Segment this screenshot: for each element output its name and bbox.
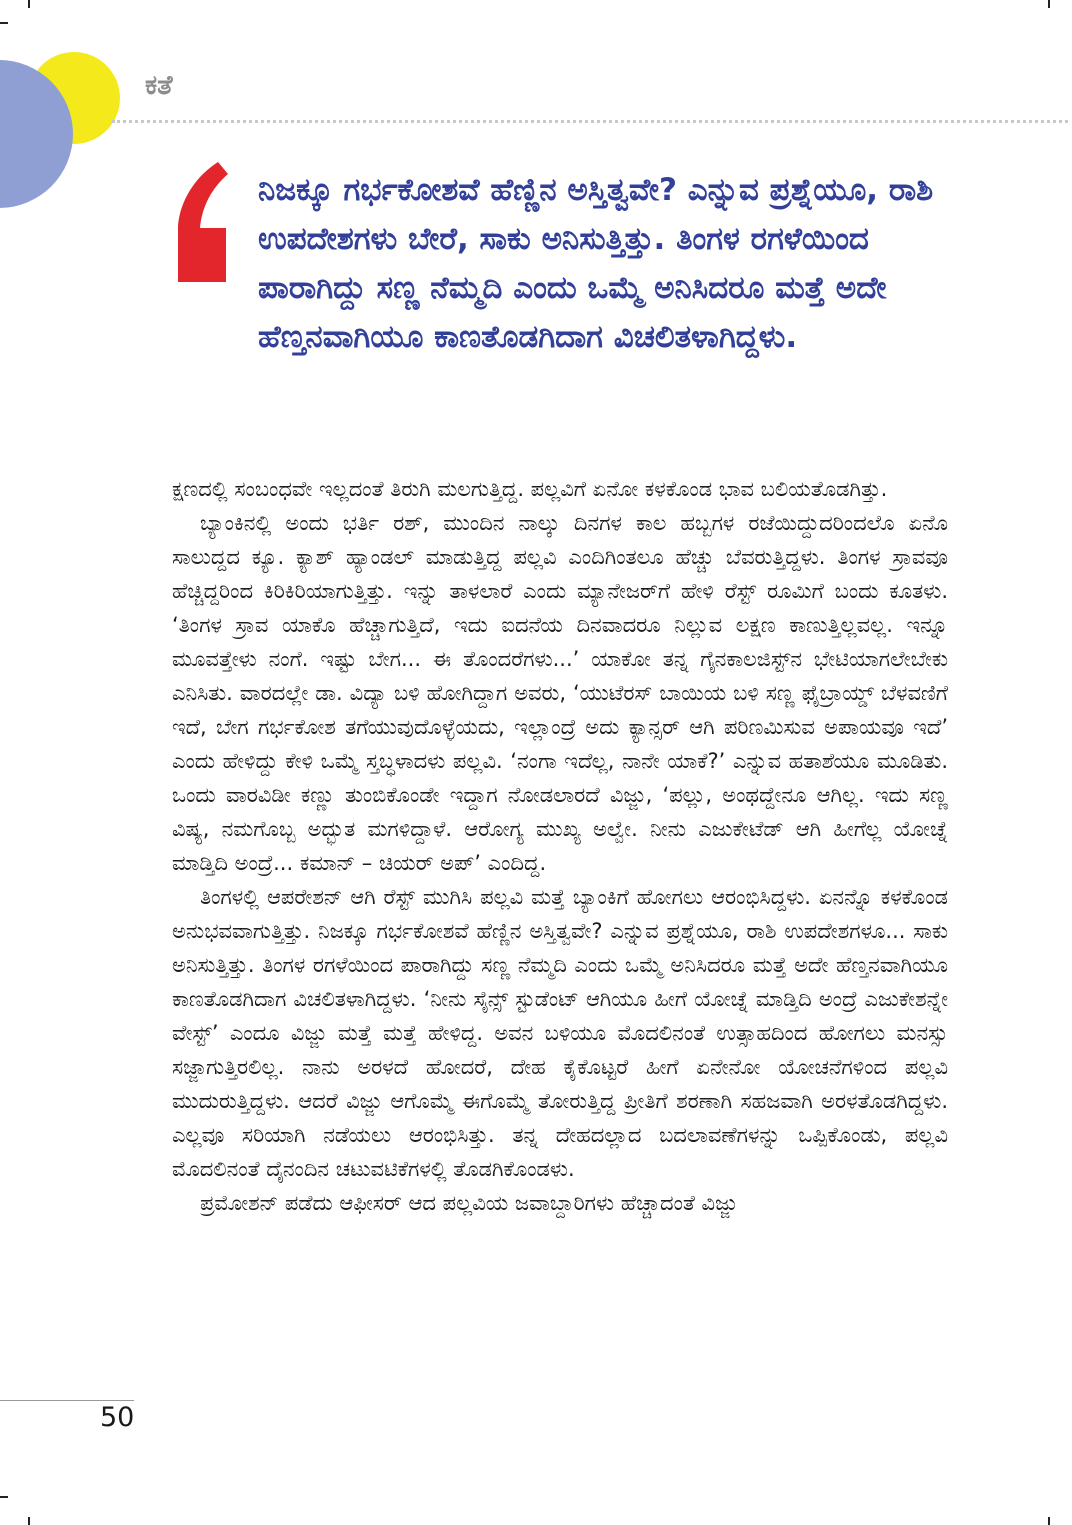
article-paragraph: ಬ್ಯಾಂಕಿನಲ್ಲಿ ಅಂದು ಭರ್ತಿ ರಶ್, ಮುಂದಿನ ನಾಲ್ಕು ದಿನಗಳ ಕಾಲ ಹಬ್ಬಗಳ ರಜೆಯಿದ್ದುದರಿಂದಲೊ ಏನೊ ಸಾಲುದ್ದದ ಕ್ಯೂ. ಕ್ಯಾಶ್ ಹ್ಯಾಂಡಲ್ ಮಾಡುತ್ತಿದ್ದ ಪಲ್ಲವಿ ಎಂದಿಗಿಂತಲೂ ಹೆಚ್ಚು ಬೆವರುತ್ತಿದ್ದಳು. ತಿಂಗಳ ಸ್ರಾವವೂ ಹೆಚ್ಚಿದ್ದರಿಂದ ಕಿರಿಕಿರಿಯಾಗುತ್ತಿತ್ತು. ಇನ್ನು ತಾಳಲಾರೆ ಎಂದು ಮ್ಯಾನೇಜರ್‌ಗೆ ಹೇಳಿ ರೆಸ್ಟ್ ರೂಮಿಗೆ ಬಂದು ಕೂತಳು. ‘ತಿಂಗಳ ಸ್ರಾವ ಯಾಕೊ ಹೆಚ್ಚಾಗುತ್ತಿದೆ, ಇದು ಐದನೆಯ ದಿನವಾದರೂ ನಿಲ್ಲುವ ಲಕ್ಷಣ ಕಾಣುತ್ತಿಲ್ಲವಲ್ಲ. ಇನ್ನೂ ಮೂವತ್ತೇಳು ನಂಗೆ. ಇಷ್ಟು ಬೇಗ... ಈ ತೊಂದರೆಗಳು...’ ಯಾಕೋ ತನ್ನ ಗೈನಕಾಲಜಿಸ್ಟ್‌ನ ಭೇಟಿಯಾಗಲೇಬೇಕು ಎನಿಸಿತು. ವಾರದಲ್ಲೇ ಡಾ. ವಿದ್ಯಾ ಬಳಿ ಹೋಗಿದ್ದಾಗ ಅವರು, ‘ಯುಟೆರಸ್ ಬಾಯಿಯ ಬಳಿ ಸಣ್ಣ ಫೈಬ್ರಾಯ್ಡ್ ಬೆಳವಣಿಗೆ ಇದೆ, ಬೇಗ ಗರ್ಭಕೋಶ ತಗೆಯುವುದೊಳ್ಳೆಯದು, ಇಲ್ಲಾಂದ್ರೆ ಅದು ಕ್ಯಾನ್ಸರ್ ಆಗಿ ಪರಿಣಮಿಸುವ ಅಪಾಯವೂ ಇದೆ’ ಎಂದು ಹೇಳಿದ್ದು ಕೇಳಿ ಒಮ್ಮೆ ಸ್ತಬ್ಧಳಾದಳು ಪಲ್ಲವಿ. ‘ನಂಗಾ ಇದೆಲ್ಲ, ನಾನೇ ಯಾಕೆ?’ ಎನ್ನುವ ಹತಾಶೆಯೂ ಮೂಡಿತು. ಒಂದು ವಾರವಿಡೀ ಕಣ್ಣು ತುಂಬಿಕೊಂಡೇ ಇದ್ದಾಗ ನೋಡಲಾರದೆ ವಿಜ್ಜು, ‘ಪಲ್ಲು, ಅಂಥದ್ದೇನೂ ಆಗಿಲ್ಲ. ಇದು ಸಣ್ಣ ವಿಷ್ಯ, ನಮಗೊಬ್ಬ ಅದ್ಭುತ ಮಗಳಿದ್ದಾಳೆ. ಆರೋಗ್ಯ ಮುಖ್ಯ ಅಲ್ವೇ. ನೀನು ಎಜುಕೇಟೆಡ್ ಆಗಿ ಹೀಗೆಲ್ಲ ಯೋಚ್ನೆ ಮಾಡ್ತಿದಿ ಅಂದ್ರೆ... ಕಮಾನ್ – ಚಿಯರ್ ಅಪ್’ ಎಂದಿದ್ದ. [172, 511, 948, 875]
crop-mark [0, 22, 8, 24]
footer-rule [0, 1400, 134, 1401]
article-paragraph: ಕ್ಷಣದಲ್ಲಿ ಸಂಬಂಧವೇ ಇಲ್ಲದಂತೆ ತಿರುಗಿ ಮಲಗುತ್ತಿದ್ದ. ಪಲ್ಲವಿಗೆ ಏನೋ ಕಳಕೊಂಡ ಭಾವ ಬಲಿಯತೊಡಗಿತ್ತು. [172, 477, 888, 501]
article-paragraph: ತಿಂಗಳಲ್ಲಿ ಆಪರೇಶನ್ ಆಗಿ ರೆಸ್ಟ್ ಮುಗಿಸಿ ಪಲ್ಲವಿ ಮತ್ತೆ ಬ್ಯಾಂಕಿಗೆ ಹೋಗಲು ಆರಂಭಿಸಿದ್ದಳು. ಏನನ್ನೊ ಕಳಕೊಂಡ ಅನುಭವವಾಗುತ್ತಿತ್ತು. ನಿಜಕ್ಕೂ ಗರ್ಭಕೋಶವೆ ಹೆಣ್ಣಿನ ಅಸ್ತಿತ್ವವೇ? ಎನ್ನುವ ಪ್ರಶ್ನೆಯೂ, ರಾಶಿ ಉಪದೇಶಗಳೂ... ಸಾಕು ಅನಿಸುತ್ತಿತ್ತು. ತಿಂಗಳ ರಗಳೆಯಿಂದ ಪಾರಾಗಿದ್ದು ಸಣ್ಣ ನೆಮ್ಮದಿ ಎಂದು ಒಮ್ಮೆ ಅನಿಸಿದರೂ ಮತ್ತೆ ಅದೇ ಹೆಣ್ತನವಾಗಿಯೂ ಕಾಣತೊಡಗಿದಾಗ ವಿಚಲಿತಳಾಗಿದ್ದಳು. ‘ನೀನು ಸೈನ್ಸ್ ಸ್ಟುಡೆಂಟ್ ಆಗಿಯೂ ಹೀಗೆ ಯೋಚ್ನೆ ಮಾಡ್ತಿದಿ ಅಂದ್ರೆ ಎಜುಕೇಶನ್ನೇ ವೇಸ್ಟ್’ ಎಂದೂ ವಿಜ್ಜು ಮತ್ತೆ ಮತ್ತೆ ಹೇಳಿದ್ದ. ಅವನ ಬಳಿಯೂ ಮೊದಲಿನಂತೆ ಉತ್ಸಾಹದಿಂದ ಹೋಗಲು ಮನಸ್ಸು ಸಜ್ಜಾಗುತ್ತಿರಲಿಲ್ಲ. ನಾನು ಅರಳದೆ ಹೋದರೆ, ದೇಹ ಕೈಕೊಟ್ಟರೆ ಹೀಗೆ ಏನೇನೋ ಯೋಚನೆಗಳಿಂದ ಪಲ್ಲವಿ ಮುದುರುತ್ತಿದ್ದಳು. ಆದರೆ ವಿಜ್ಜು ಆಗೊಮ್ಮೆ ಈಗೊಮ್ಮೆ ತೋರುತ್ತಿದ್ದ ಪ್ರೀತಿಗೆ ಶರಣಾಗಿ ಸಹಜವಾಗಿ ಅರಳತೊಡಗಿದ್ದಳು. ಎಲ್ಲವೂ ಸರಿಯಾಗಿ ನಡೆಯಲು ಆರಂಭಿಸಿತ್ತು. ತನ್ನ ದೇಹದಲ್ಲಾದ ಬದಲಾವಣೆಗಳನ್ನು ಒಪ್ಪಿಕೊಂಡು, ಪಲ್ಲವಿ ಮೊದಲಿನಂತೆ ದೈನಂದಿನ ಚಟುವಟಿಕೆಗಳಲ್ಲಿ ತೊಡಗಿಕೊಂಡಳು. [172, 885, 948, 1181]
article-paragraph: ಪ್ರಮೋಶನ್ ಪಡೆದು ಆಫೀಸರ್ ಆದ ಪಲ್ಲವಿಯ ಜವಾಬ್ದಾರಿಗಳು ಹೆಚ್ಚಾದಂತೆ ವಿಜ್ಜು [200, 1191, 738, 1215]
quote-mark-icon [174, 162, 230, 282]
pull-quote: ನಿಜಕ್ಕೂ ಗರ್ಭಕೋಶವೆ ಹೆಣ್ಣಿನ ಅಸ್ತಿತ್ವವೇ? ಎನ್ನುವ ಪ್ರಶ್ನೆಯೂ, ರಾಶಿ ಉಪದೇಶಗಳು ಬೇರೆ, ಸಾಕು ಅನಿಸುತ್ತಿತ್ತು. ತಿಂಗಳ ರಗಳೆಯಿಂದ ಪಾರಾಗಿದ್ದು ಸಣ್ಣ ನೆಮ್ಮದಿ ಎಂದು ಒಮ್ಮೆ ಅನಿಸಿದರೂ ಮತ್ತೆ ಅದೇ ಹೆಣ್ತನವಾಗಿಯೂ ಕಾಣತೊಡಗಿದಾಗ ವಿಚಲಿತಳಾಗಿದ್ದಳು. [258, 172, 934, 355]
crop-mark [28, 1517, 30, 1525]
crop-mark [1048, 0, 1050, 8]
crop-mark [1048, 1517, 1050, 1525]
page-number: 50 [100, 1402, 135, 1433]
dotted-divider [112, 120, 1068, 123]
article-body [172, 472, 948, 1220]
crop-mark [28, 0, 30, 8]
section-label: ಕತೆ [145, 70, 173, 101]
crop-mark [0, 1496, 8, 1498]
